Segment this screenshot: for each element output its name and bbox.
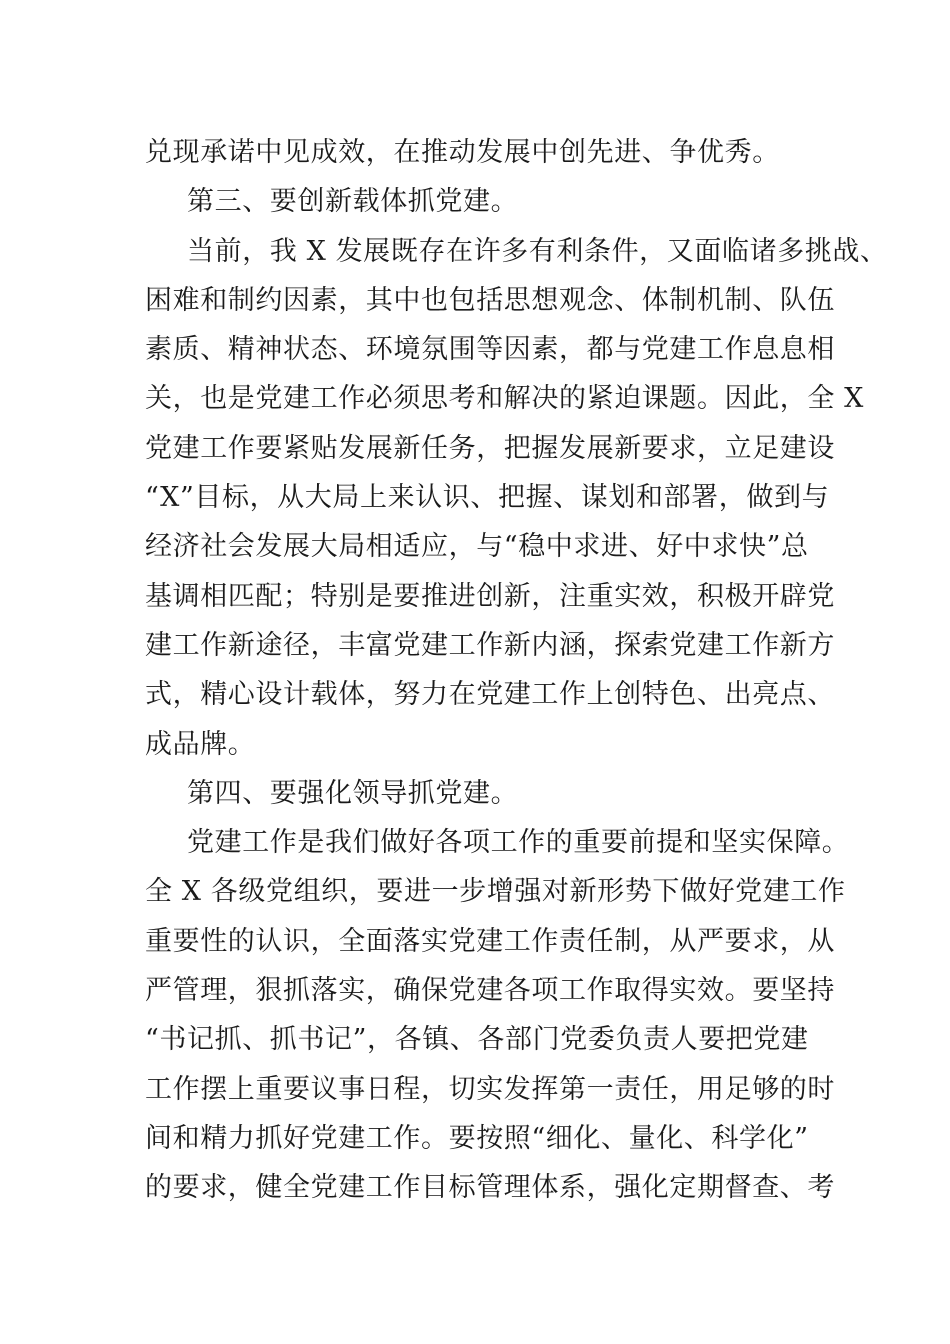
text-line: 当前，我 X 发展既存在许多有利条件，又面临诸多挑战、 [187, 235, 888, 267]
text-line: “X”目标，从大局上来认识、把握、谋划和部署，做到与 [145, 482, 830, 514]
text-line: 建工作新途径，丰富党建工作新内涵，探索党建工作新方 [145, 629, 835, 661]
body-text [145, 128, 888, 1213]
text-line: 式，精心设计载体，努力在党建工作上创特色、出亮点、 [145, 679, 835, 711]
text-line: 严管理，狠抓落实，确保党建各项工作取得实效。要坚持 [145, 975, 835, 1007]
text-line: 党建工作要紧贴发展新任务，把握发展新要求，立足建设 [145, 432, 835, 464]
section-heading: 第四、要强化领导抓党建。 [187, 777, 519, 809]
section-heading: 第三、要创新载体抓党建。 [187, 186, 519, 218]
text-line: 基调相匹配；特别是要推进创新，注重实效，积极开辟党 [145, 580, 835, 612]
text-line: 兑现承诺中见成效，在推动发展中创先进、争优秀。 [145, 137, 780, 168]
text-line: 的要求，健全党建工作目标管理体系，强化定期督查、考 [145, 1172, 835, 1204]
text-line: 素质、精神状态、环境氛围等因素，都与党建工作息息相 [145, 334, 835, 366]
text-line: 间和精力抓好党建工作。要按照“细化、量化、科学化” [145, 1122, 809, 1154]
text-line: 经济社会发展大局相适应，与“稳中求进、好中求快”总 [145, 531, 809, 563]
text-line: 困难和制约因素，其中也包括思想观念、体制机制、队伍 [145, 284, 835, 316]
text-line: “书记抓、抓书记”，各镇、各部门党委负责人要把党建 [145, 1024, 809, 1056]
text-line: 关，也是党建工作必须思考和解决的紧迫课题。因此，全 X [145, 383, 865, 415]
text-line: 重要性的认识，全面落实党建工作责任制，从严要求，从 [145, 925, 835, 957]
text-line: 党建工作是我们做好各项工作的重要前提和坚实保障。 [187, 827, 850, 859]
text-line: 成品牌。 [145, 728, 256, 760]
text-line: 工作摆上重要议事日程，切实发挥第一责任，用足够的时 [145, 1073, 835, 1105]
text-line: 全 X 各级党组织，要进一步增强对新形势下做好党建工作 [145, 876, 846, 908]
